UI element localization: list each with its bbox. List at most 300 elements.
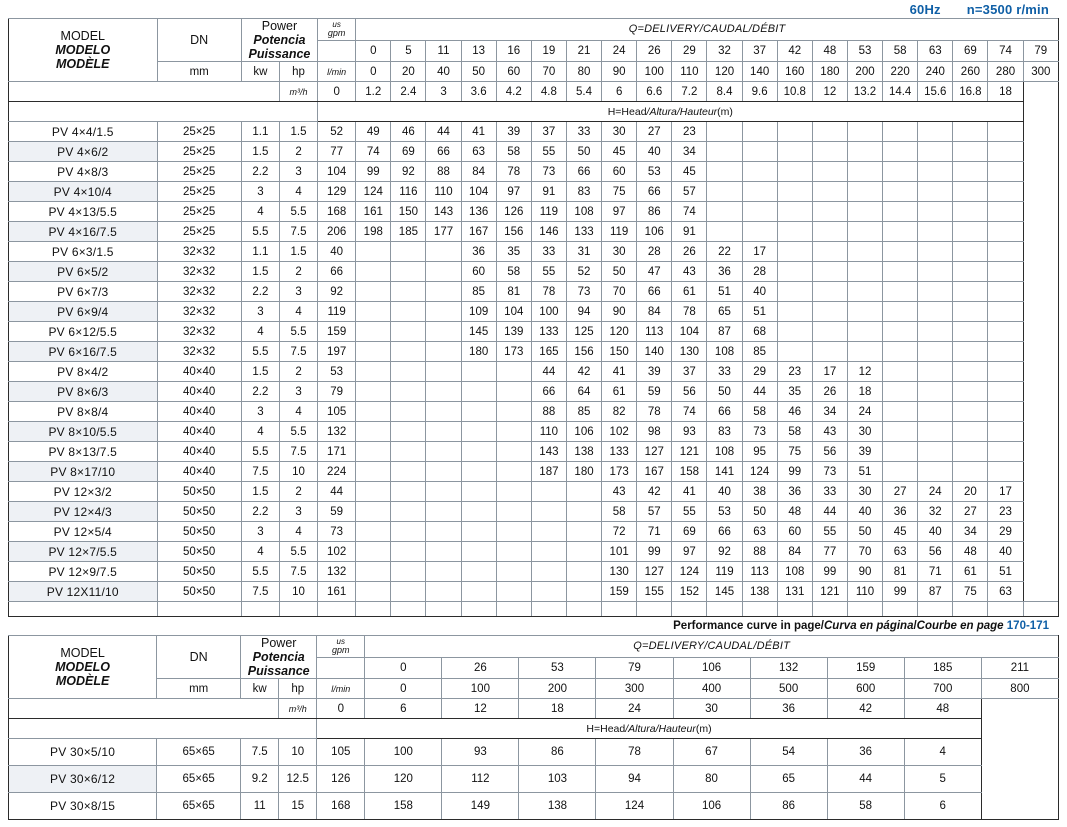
flow-m3h-value: 5.4 (566, 82, 601, 102)
cell-head-value: 63 (742, 522, 777, 542)
cell-head-value: 75 (602, 182, 637, 202)
cell-model: PV 6×3/1.5 (9, 242, 158, 262)
performance-curve-note: Performance curve in page/Curva en página/Courbe en page 170-171 (673, 620, 1049, 632)
cell-head-value (918, 282, 953, 302)
flow-lmin-value: 300 (596, 679, 673, 699)
table-header-row-head-title (9, 102, 1059, 122)
cell-head-value: 91 (531, 182, 566, 202)
cell-head-value (566, 522, 601, 542)
blank-cell (707, 602, 742, 617)
cell-head-value (461, 482, 496, 502)
table-row (9, 582, 1059, 602)
cell-head-value: 35 (496, 242, 531, 262)
cell-head-value (391, 262, 426, 282)
table-row (9, 462, 1059, 482)
cell-kw: 1.5 (241, 362, 279, 382)
cell-dn: 40×40 (157, 382, 241, 402)
flow-lmin-value: 40 (426, 62, 461, 82)
table-row (9, 122, 1059, 142)
cell-dn: 65×65 (157, 766, 241, 793)
cell-head-value (988, 302, 1023, 322)
cell-head-value: 168 (317, 793, 365, 820)
cell-head-value (988, 382, 1023, 402)
cell-head-value: 53 (637, 162, 672, 182)
cell-head-value: 45 (883, 522, 918, 542)
cell-head-value: 187 (531, 462, 566, 482)
cell-head-value: 97 (496, 182, 531, 202)
cell-head-value (356, 502, 391, 522)
cell-head-value (356, 302, 391, 322)
cell-head-value: 198 (356, 222, 391, 242)
cell-head-value: 49 (356, 122, 391, 142)
flow-usgpm-value: 79 (1023, 40, 1058, 62)
cell-head-value: 59 (637, 382, 672, 402)
flow-lmin-value: 300 (1023, 62, 1058, 82)
cell-head-value (496, 522, 531, 542)
cell-kw: 2.2 (241, 382, 279, 402)
cell-kw: 5.5 (241, 342, 279, 362)
cell-head-value: 141 (707, 462, 742, 482)
blank-cell (602, 602, 637, 617)
blank-cell (426, 602, 461, 617)
table-row (9, 522, 1059, 542)
cell-head-value: 139 (496, 322, 531, 342)
blank-cell (742, 602, 777, 617)
cell-hp: 5.5 (279, 542, 317, 562)
cell-head-value: 124 (356, 182, 391, 202)
cell-head-value: 66 (707, 522, 742, 542)
cell-head-value (426, 522, 461, 542)
cell-head-value (988, 342, 1023, 362)
cell-kw: 9.2 (241, 766, 279, 793)
flow-lmin-value: 50 (461, 62, 496, 82)
cell-head-value: 63 (461, 142, 496, 162)
col-header-power (241, 636, 317, 679)
cell-head-value: 124 (596, 793, 673, 820)
cell-head-value (531, 502, 566, 522)
cell-head-value: 44 (827, 766, 904, 793)
cell-head-value: 94 (596, 766, 673, 793)
cell-head-value: 110 (847, 582, 882, 602)
cell-head-value: 155 (637, 582, 672, 602)
table-row (9, 362, 1059, 382)
cell-model: PV 8×6/3 (9, 382, 158, 402)
cell-head-value: 30 (847, 422, 882, 442)
head-title: H=Head/Altura/Hauteur(m) (318, 102, 1024, 122)
cell-head-value: 39 (637, 362, 672, 382)
flow-usgpm-value: 211 (981, 657, 1058, 679)
cell-head-value: 36 (777, 482, 812, 502)
cell-head-value (953, 122, 988, 142)
flow-usgpm-value: 63 (918, 40, 953, 62)
cell-hp: 12.5 (279, 766, 317, 793)
cell-head-value (426, 342, 461, 362)
cell-dn: 32×32 (157, 262, 241, 282)
cell-head-value (426, 262, 461, 282)
cell-head-value (356, 462, 391, 482)
cell-head-value: 81 (883, 562, 918, 582)
cell-head-value: 100 (365, 739, 442, 766)
cell-head-value: 99 (812, 562, 847, 582)
cell-head-value (496, 542, 531, 562)
cell-head-value: 56 (672, 382, 707, 402)
flow-lmin-value: 160 (777, 62, 812, 82)
cell-head-value: 66 (637, 182, 672, 202)
cell-kw: 7.5 (241, 462, 279, 482)
cell-head-value (918, 342, 953, 362)
table-header-row-m3h (9, 699, 1059, 719)
cell-head-value: 65 (750, 766, 827, 793)
cell-hp: 7.5 (279, 442, 317, 462)
cell-head-value: 126 (317, 766, 365, 793)
cell-head-value: 70 (847, 542, 882, 562)
cell-head-value (953, 242, 988, 262)
cell-head-value: 66 (426, 142, 461, 162)
cell-head-value: 91 (672, 222, 707, 242)
flow-m3h-value: 14.4 (883, 82, 918, 102)
cell-head-value: 88 (531, 402, 566, 422)
cell-head-value: 74 (672, 202, 707, 222)
cell-model: PV 8×13/7.5 (9, 442, 158, 462)
cell-head-value: 73 (531, 162, 566, 182)
cell-hp: 1.5 (279, 242, 317, 262)
flow-lmin-value: 260 (953, 62, 988, 82)
cell-head-value (566, 482, 601, 502)
cell-head-value: 127 (637, 562, 672, 582)
blank-cell (812, 602, 847, 617)
cell-head-value: 61 (672, 282, 707, 302)
cell-head-value: 140 (637, 342, 672, 362)
header-blank-2 (9, 719, 317, 739)
cell-head-value: 40 (918, 522, 953, 542)
cell-hp: 10 (279, 582, 317, 602)
cell-head-value: 71 (637, 522, 672, 542)
cell-head-value: 35 (777, 382, 812, 402)
col-header-model-fr: MODÈLE (55, 674, 110, 688)
blank-cell (241, 602, 279, 617)
cell-head-value: 44 (318, 482, 356, 502)
flow-m3h-value: 30 (673, 699, 750, 719)
cell-head-value (847, 202, 882, 222)
cell-head-value: 26 (812, 382, 847, 402)
cell-head-value (988, 362, 1023, 382)
table-row (9, 322, 1059, 342)
cell-head-value: 61 (602, 382, 637, 402)
cell-head-value: 102 (602, 422, 637, 442)
cell-head-value: 74 (356, 142, 391, 162)
cell-head-value: 26 (672, 242, 707, 262)
cell-dn: 40×40 (157, 422, 241, 442)
cell-head-value (356, 562, 391, 582)
flow-usgpm-value: 5 (391, 40, 426, 62)
col-header-model-fr: MODÈLE (56, 57, 110, 71)
cell-kw: 1.1 (241, 242, 279, 262)
cell-head-value (566, 502, 601, 522)
frequency-label: 60Hz (909, 1, 941, 17)
cell-head-value: 112 (442, 766, 519, 793)
col-header-kw: kw (241, 679, 279, 699)
cell-head-value: 23 (777, 362, 812, 382)
flow-m3h-value: 8.4 (707, 82, 742, 102)
cell-head-value (391, 242, 426, 262)
cell-head-value (777, 142, 812, 162)
cell-model: PV 12×5/4 (9, 522, 158, 542)
cell-head-value (461, 462, 496, 482)
cell-head-value: 97 (672, 542, 707, 562)
cell-head-value: 105 (318, 402, 356, 422)
cell-head-value (391, 582, 426, 602)
cell-head-value (988, 402, 1023, 422)
cell-head-value: 36 (707, 262, 742, 282)
cell-head-value: 74 (672, 402, 707, 422)
cell-head-value (883, 282, 918, 302)
cell-dn: 65×65 (157, 739, 241, 766)
cell-head-value (847, 222, 882, 242)
cell-hp: 10 (279, 739, 317, 766)
cell-head-value: 33 (812, 482, 847, 502)
flow-m3h-value: 9.6 (742, 82, 777, 102)
cell-head-value: 108 (777, 562, 812, 582)
cell-dn: 40×40 (157, 462, 241, 482)
cell-head-value: 67 (673, 739, 750, 766)
cell-head-value: 159 (318, 322, 356, 342)
cell-head-value: 133 (602, 442, 637, 462)
cell-head-value (953, 402, 988, 422)
cell-head-value (812, 182, 847, 202)
cell-head-value: 50 (742, 502, 777, 522)
cell-head-value: 47 (637, 262, 672, 282)
blank-cell (461, 602, 496, 617)
cell-head-value (847, 122, 882, 142)
cell-head-value: 69 (391, 142, 426, 162)
cell-kw: 3 (241, 402, 279, 422)
cell-head-value: 173 (602, 462, 637, 482)
col-header-hp: hp (279, 62, 317, 82)
cell-head-value (777, 182, 812, 202)
cell-head-value (461, 522, 496, 542)
blank-cell (356, 602, 391, 617)
col-header-power-fr: Puissance (247, 664, 310, 678)
cell-head-value: 4 (904, 739, 981, 766)
cell-head-value: 197 (318, 342, 356, 362)
cell-head-value (953, 362, 988, 382)
cell-head-value: 132 (318, 422, 356, 442)
cell-head-value (918, 442, 953, 462)
flow-m3h-value: 18 (519, 699, 596, 719)
blank-cell (566, 602, 601, 617)
cell-head-value: 28 (637, 242, 672, 262)
cell-head-value: 88 (426, 162, 461, 182)
cell-head-value (918, 362, 953, 382)
cell-head-value: 109 (461, 302, 496, 322)
cell-head-value: 56 (812, 442, 847, 462)
cell-head-value: 93 (442, 739, 519, 766)
cell-head-value: 55 (531, 142, 566, 162)
cell-model: PV 12×3/2 (9, 482, 158, 502)
cell-head-value: 120 (602, 322, 637, 342)
speed-label: n=3500 r/min (966, 1, 1049, 17)
cell-head-value (988, 462, 1023, 482)
cell-head-value: 17 (988, 482, 1023, 502)
cell-head-value (391, 302, 426, 322)
flow-m3h-value: 12 (812, 82, 847, 102)
cell-head-value: 129 (318, 182, 356, 202)
cell-head-value (356, 322, 391, 342)
table-row (9, 342, 1059, 362)
cell-head-value: 161 (318, 582, 356, 602)
cell-head-value: 119 (531, 202, 566, 222)
cell-head-value: 145 (707, 582, 742, 602)
cell-model: PV 8×8/4 (9, 402, 158, 422)
cell-head-value (847, 182, 882, 202)
cell-head-value: 102 (318, 542, 356, 562)
cell-head-value: 58 (777, 422, 812, 442)
cell-head-value: 27 (637, 122, 672, 142)
cell-head-value: 127 (637, 442, 672, 462)
cell-kw: 1.5 (241, 262, 279, 282)
cell-head-value: 84 (637, 302, 672, 322)
cell-head-value: 58 (496, 142, 531, 162)
cell-head-value (988, 322, 1023, 342)
cell-head-value: 73 (566, 282, 601, 302)
cell-head-value: 73 (812, 462, 847, 482)
cell-model: PV 8×10/5.5 (9, 422, 158, 442)
cell-head-value (953, 322, 988, 342)
cell-head-value (812, 262, 847, 282)
cell-head-value (988, 122, 1023, 142)
blank-cell (1023, 602, 1058, 617)
cell-head-value (883, 362, 918, 382)
cell-head-value: 55 (812, 522, 847, 542)
cell-head-value: 27 (883, 482, 918, 502)
cell-head-value (391, 482, 426, 502)
cell-head-value: 40 (847, 502, 882, 522)
cell-head-value: 104 (318, 162, 356, 182)
cell-head-value: 6 (904, 793, 981, 820)
cell-head-value (883, 462, 918, 482)
cell-head-value: 80 (673, 766, 750, 793)
cell-head-value (883, 122, 918, 142)
unit-label-lmin: l/min (318, 62, 356, 82)
cell-head-value (426, 482, 461, 502)
cell-head-value (461, 422, 496, 442)
cell-head-value: 86 (519, 739, 596, 766)
cell-head-value: 36 (461, 242, 496, 262)
cell-head-value: 185 (391, 222, 426, 242)
cell-model: PV 8×4/2 (9, 362, 158, 382)
cell-head-value: 83 (566, 182, 601, 202)
cell-head-value: 145 (461, 322, 496, 342)
cell-head-value: 78 (637, 402, 672, 422)
cell-head-value (496, 382, 531, 402)
cell-head-value: 121 (672, 442, 707, 462)
cell-head-value (426, 542, 461, 562)
flow-m3h-value: 10.8 (777, 82, 812, 102)
cell-head-value: 106 (673, 793, 750, 820)
cell-head-value (918, 382, 953, 402)
table-row (9, 142, 1059, 162)
cell-head-value (426, 362, 461, 382)
flow-m3h-value: 48 (904, 699, 981, 719)
cell-head-value (847, 322, 882, 342)
header-blank (9, 699, 279, 719)
cell-head-value (953, 262, 988, 282)
cell-dn: 25×25 (157, 222, 241, 242)
cell-head-value (496, 402, 531, 422)
cell-hp: 4 (279, 302, 317, 322)
cell-head-value: 99 (356, 162, 391, 182)
flow-m3h-value: 0 (317, 699, 365, 719)
cell-head-value: 108 (566, 202, 601, 222)
blank-cell (637, 602, 672, 617)
cell-head-value (742, 162, 777, 182)
table-row (9, 242, 1059, 262)
cell-head-value (918, 462, 953, 482)
col-header-power-en: Power (261, 636, 297, 650)
col-header-kw: kw (241, 62, 279, 82)
cell-head-value: 100 (531, 302, 566, 322)
cell-head-value: 44 (426, 122, 461, 142)
flow-usgpm-value: 106 (673, 657, 750, 679)
cell-kw: 1.5 (241, 482, 279, 502)
cell-head-value (777, 282, 812, 302)
cell-head-value (988, 262, 1023, 282)
cell-head-value: 41 (602, 362, 637, 382)
blank-cell (847, 602, 882, 617)
flow-lmin-value: 100 (637, 62, 672, 82)
cell-head-value (883, 382, 918, 402)
cell-kw: 4 (241, 542, 279, 562)
header-line (8, 0, 1059, 18)
cell-dn: 32×32 (157, 322, 241, 342)
cell-head-value: 82 (602, 402, 637, 422)
cell-head-value: 106 (637, 222, 672, 242)
cell-head-value (918, 242, 953, 262)
flow-usgpm-value: 79 (596, 657, 673, 679)
cell-head-value (988, 162, 1023, 182)
cell-head-value (496, 562, 531, 582)
cell-head-value: 84 (777, 542, 812, 562)
cell-head-value: 125 (566, 322, 601, 342)
cell-head-value: 45 (602, 142, 637, 162)
cell-kw: 2.2 (241, 502, 279, 522)
cell-head-value (426, 382, 461, 402)
cell-head-value: 34 (812, 402, 847, 422)
cell-head-value: 30 (847, 482, 882, 502)
cell-head-value: 66 (566, 162, 601, 182)
perf-note-es: Curva en página (824, 620, 914, 632)
cell-head-value: 85 (566, 402, 601, 422)
cell-kw: 4 (241, 422, 279, 442)
cell-head-value: 75 (953, 582, 988, 602)
cell-head-value: 66 (707, 402, 742, 422)
cell-head-value: 51 (988, 562, 1023, 582)
cell-head-value: 113 (637, 322, 672, 342)
flow-m3h-value: 42 (827, 699, 904, 719)
flow-m3h-value: 13.2 (847, 82, 882, 102)
cell-head-value (883, 162, 918, 182)
cell-head-value: 60 (602, 162, 637, 182)
perf-note-pages: 170-171 (1006, 620, 1049, 632)
cell-dn: 50×50 (157, 502, 241, 522)
cell-kw: 2.2 (241, 282, 279, 302)
cell-head-value: 165 (531, 342, 566, 362)
cell-head-value (988, 182, 1023, 202)
cell-head-value (391, 462, 426, 482)
cell-head-value (777, 122, 812, 142)
table-row (9, 739, 1059, 766)
cell-head-value: 124 (672, 562, 707, 582)
